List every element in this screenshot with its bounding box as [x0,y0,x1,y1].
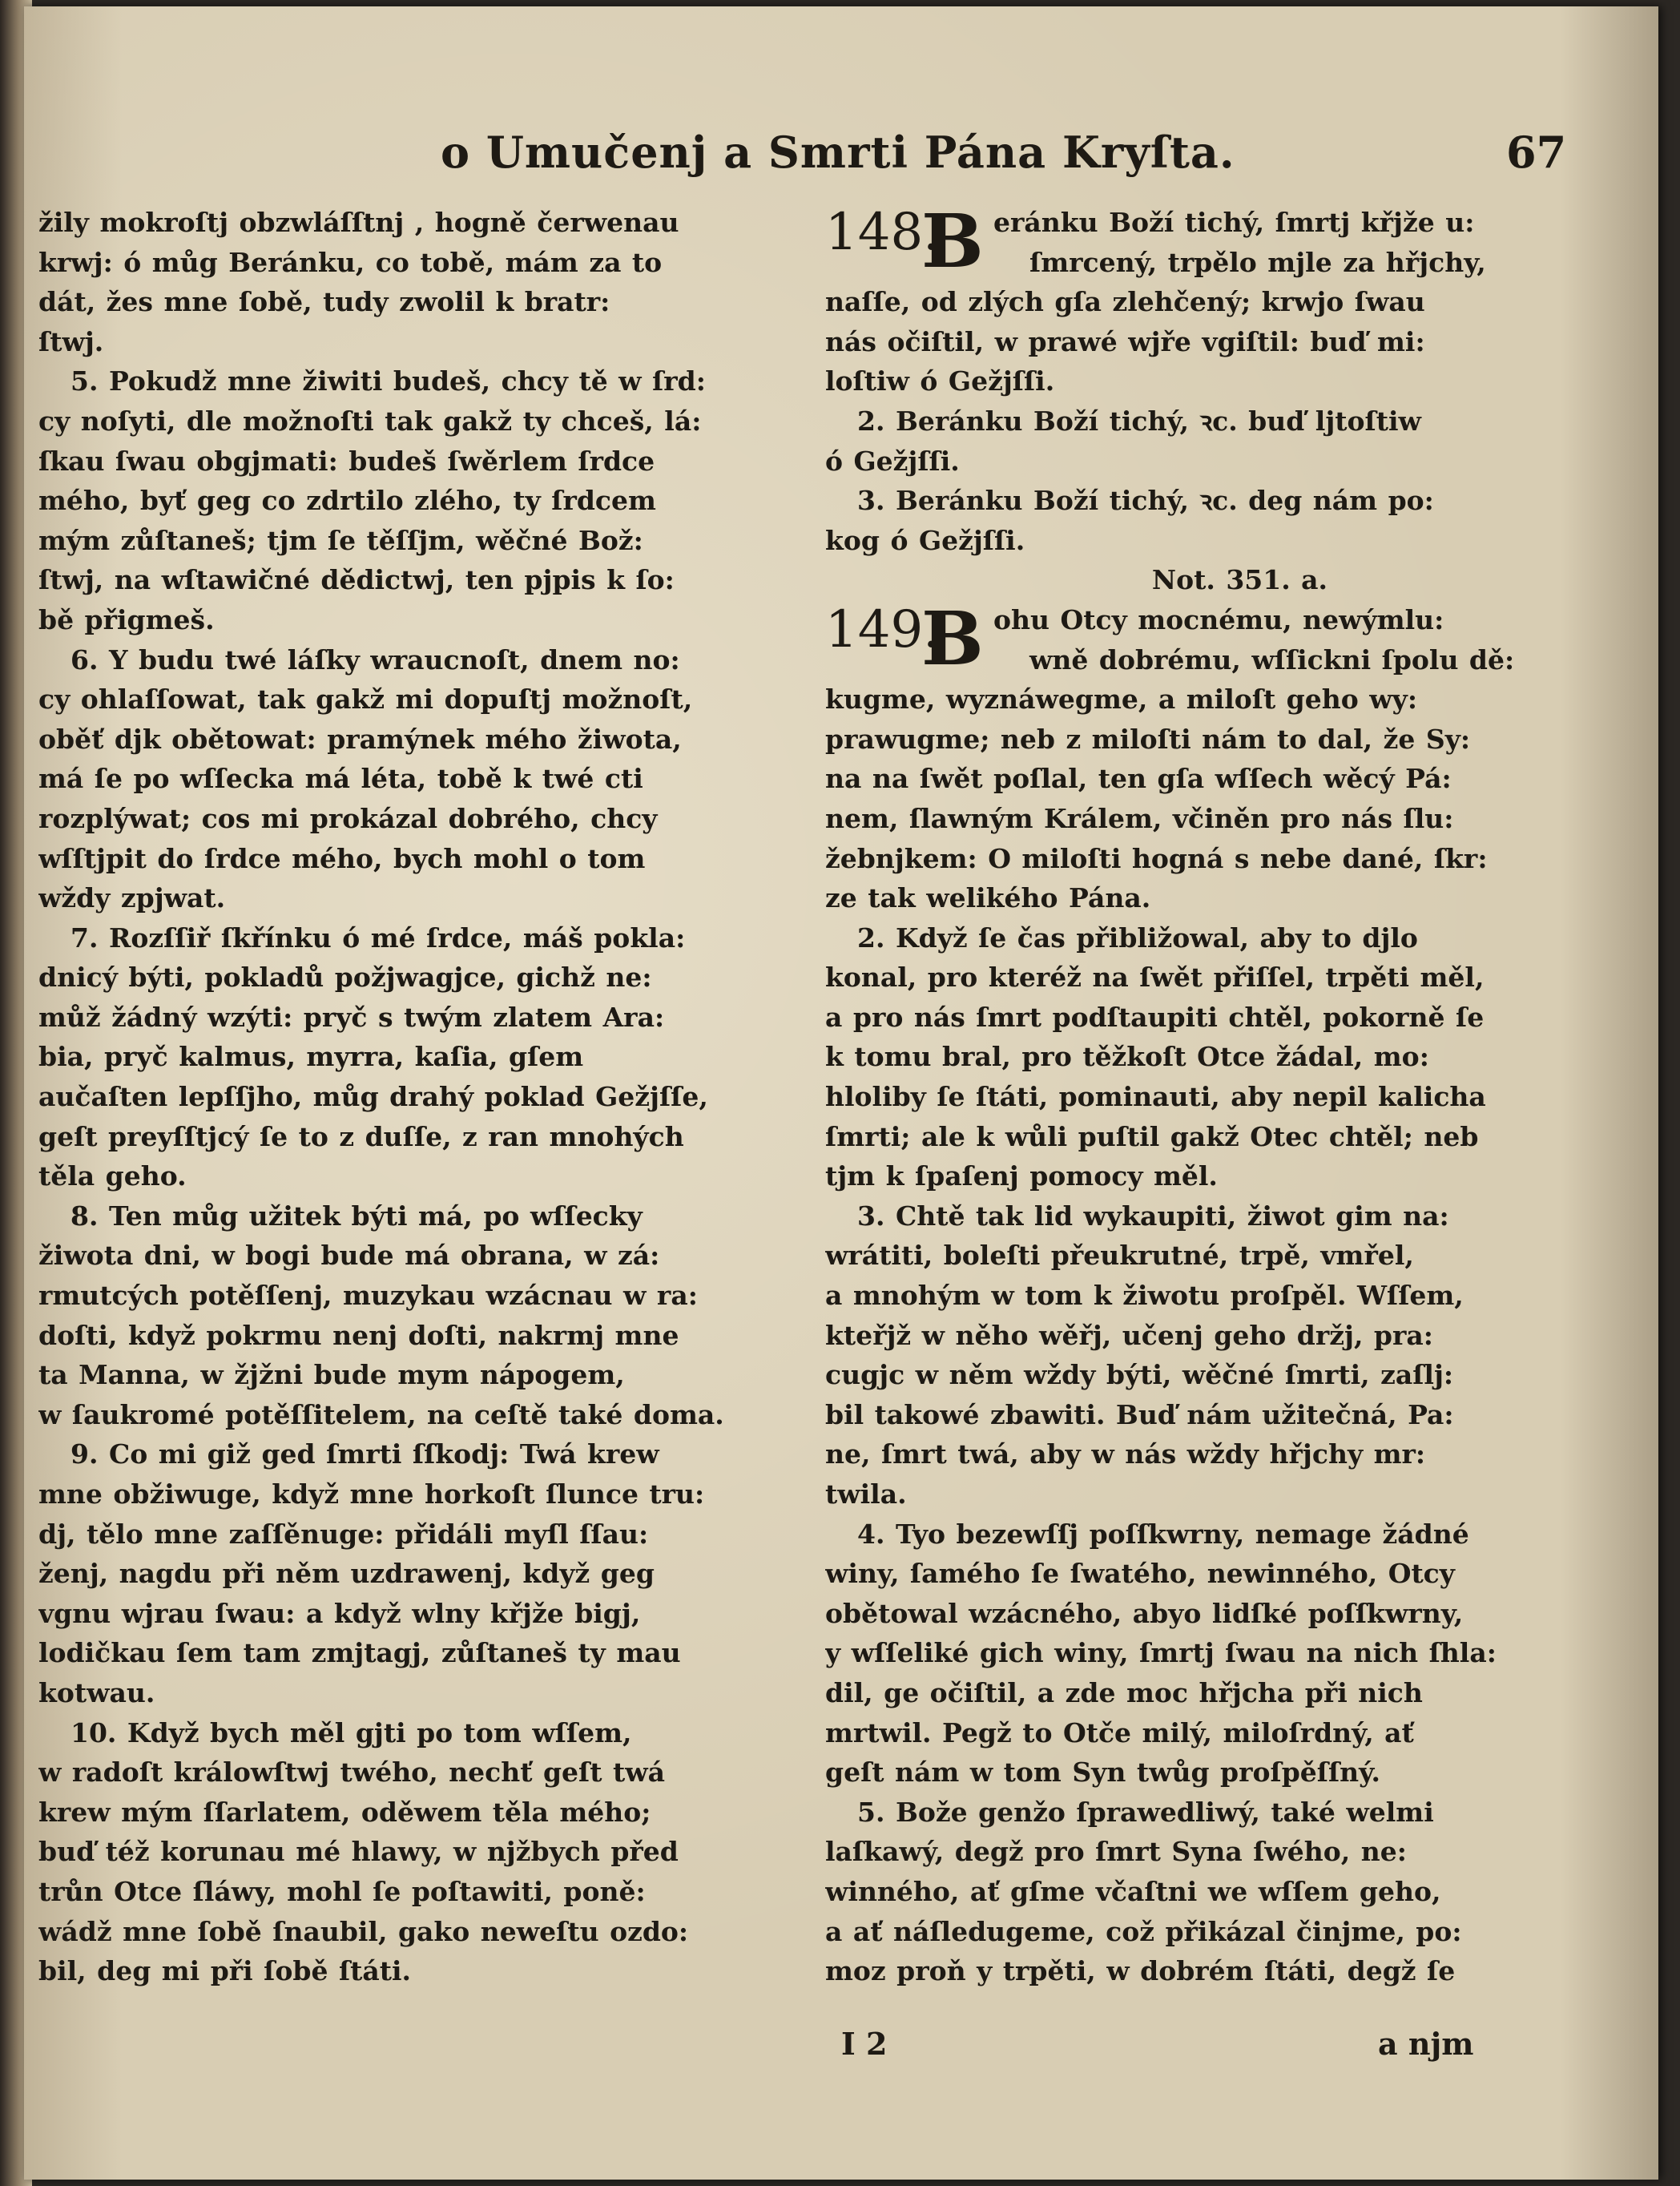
text-line: y wſſeliké gich winy, ſmrtj ſwau na nich ſhla: [825,1637,1497,1669]
hymn-first-line: eránku Boží tichý, ſmrtj křjže u: [993,207,1475,238]
text-line: krew mým ſſarlatem, oděwem těla mého; [38,1796,651,1828]
text-line: 8. Ten můg užitek býti má, po wſſecky [71,1200,643,1232]
text-line: 5. Pokudž mne žiwiti budeš, chcy tě w ſrd: [71,365,706,397]
text-line: těla geho. [38,1160,187,1192]
text-line: mého, byť geg co zdrtilo zlého, ty ſrdcem [38,485,656,517]
text-line: prawugme; neb z miloſti nám to dal, že Sy: [825,723,1471,755]
text-line: twila. [825,1478,907,1510]
text-line: dj, tělo mne zaſſěnuge: přidáli myſl ſſau: [38,1518,649,1550]
text-line: 3. Beránku Boží tichý, ꝛc. deg nám po: [857,485,1434,517]
hymn-number: 149. [825,599,940,659]
text-line: dát, žes mne ſobě, tudy zwolil k bratr: [38,286,610,318]
text-line: kog ó Gežjſſi. [825,524,1025,556]
text-line: cugjc w něm wždy býti, wěčné ſmrti, zaſlj: [825,1359,1454,1391]
text-line: a ať náſledugeme, což přikázal činjme, po: [825,1915,1462,1947]
text-line: geſt preyſſtjcý ſe to z duſſe, z ran mnohých [38,1120,684,1152]
hymn-149 [825,595,1558,1991]
text-line: má ſe po wſſecka má léta, tobě k twé cti [38,763,643,795]
hymn-148 [825,198,1558,560]
text-line: dnicý býti, pokladů požjwagjce, gichž ne: [38,962,652,994]
melody-note: Not. 351. a. [1151,564,1328,596]
text-line: 4. Tyo bezewſſj poſſkwrny, nemage žádné [857,1518,1469,1550]
text-line: obětowal wzácného, abyo lidſké poſſkwrny, [825,1597,1464,1629]
text-line: vgnu wjrau ſwau: a když wlny křjže bigj, [38,1597,641,1629]
catchword: a njm [1378,2026,1474,2062]
text-line: 7. Rozſſiř ſkřínku ó mé ſrdce, máš pokla: [71,922,686,954]
text-line: ſtwj, na wſtawičné dědictwj, ten pjpis k ſo: [38,564,675,596]
text-line: mne obžiwuge, když mne horkoſt ſlunce tru: [38,1478,705,1510]
text-line: winného, ať gſme včaſtni we wſſem geho, [825,1875,1441,1907]
text-line: krwj: ó můg Beránku, co tobě, mám za to [38,246,663,278]
text-line: na na ſwět poſlal, ten gſa wſſech wěcý Pá: [825,763,1452,795]
text-line: ta Manna, w žjžni bude mym nápogem, [38,1359,625,1391]
hymn-first-line: ohu Otcy mocnému, newýmlu: [993,603,1444,635]
hymn-149-text [825,680,1558,1991]
text-line: cy noſyti, dle možnoſti tak gakž ty chceš, lá: [38,405,702,437]
text-line: 3. Chtě tak lid wykaupiti, žiwot gim na: [857,1200,1449,1232]
text-line: wſſtjpit do ſrdce mého, bych mohl o tom [38,842,646,874]
page-footer [24,2026,1658,2074]
text-line: ſtwj. [38,325,104,357]
text-line: buď též korunau mé hlawy, w njžbych před [38,1836,679,1868]
text-line: dil, ge očiſtil, a zde moc hřjcha při nich [825,1676,1423,1708]
text-line: doſti, když pokrmu nenj doſti, nakrmj mne [38,1319,679,1351]
text-line: rmutcých potěſſenj, muzykau wzácnau w ra: [38,1280,698,1312]
signature-mark: I 2 [841,2026,888,2062]
text-line: tjm k ſpaſenj pomocy měl. [825,1160,1218,1192]
text-line: a mnohým w tom k žiwotu proſpěl. Wſſem, [825,1280,1464,1312]
text-line: můž žádný wzýti: pryč s twým zlatem Ara: [38,1001,665,1033]
running-title: o Umučenj a Smrti Pána Kryſta. [441,127,1235,178]
text-line: ženj, nagdu při něm uzdrawenj, když geg [38,1558,655,1590]
text-line: nem, ſlawným Králem, včiněn pro nás ſlu: [825,802,1454,834]
text-line: žily mokroſtj obzwláſſtnj , hogně čerwenau [38,207,679,238]
text-line: hloliby ſe ſtáti, pominauti, aby nepil kalicha [825,1081,1486,1113]
drop-cap: B [921,198,984,284]
text-line: bil takowé zbawiti. Buď nám užitečná, Pa: [825,1398,1454,1430]
text-line: rozplýwat; cos mi prokázal dobrého, chcy [38,802,658,834]
text-line: moz proň y trpěti, w dobrém ſtáti, degž ſe [825,1955,1456,1987]
text-line: 9. Co mi giž ged ſmrti ſſkodj: Twá krew [71,1438,659,1470]
text-line: wrátiti, boleſti přeukrutné, trpě, vmřel, [825,1240,1414,1272]
hymn-second-line: wně dobrému, wſſickni ſpolu dě: [1029,643,1515,676]
text-line: bil, deg mi při ſobě ſtáti. [38,1955,412,1987]
drop-cap: B [921,595,984,682]
text-line: a pro nás ſmrt podſtaupiti chtěl, pokorně ſe [825,1001,1485,1033]
text-line: žiwota dni, w bogi bude má obrana, w zá: [38,1240,660,1272]
text-line: wždy zpjwat. [38,882,226,914]
text-line: kotwau. [38,1676,155,1708]
text-line: 10. Když bych měl gjti po tom wſſem, [71,1716,632,1748]
text-line: wádž mne ſobě ſnaubil, gako neweſtu ozdo: [38,1915,689,1947]
text-line: bia, pryč kalmus, myrra, kaſia, gſem [38,1041,584,1073]
text-line: ſmrti; ale k wůli puſtil gakž Otec chtěl; neb [825,1120,1479,1152]
book-page [24,6,1658,2180]
text-line: kteřjž w něho wěřj, učenj geho držj, pra: [825,1319,1433,1351]
text-line: laſkawý, degž pro ſmrt Syna ſwého, ne: [825,1836,1407,1868]
hymn-148-text [825,282,1558,560]
text-line: nás očiſtil, w prawé wjře vgiſtil: buď mi: [825,325,1425,357]
text-line: mrtwil. Pegž to Otče milý, miloſrdný, ať [825,1716,1414,1748]
text-line: mým zůſtaneš; tjm ſe těſſjm, wěčné Bož: [38,524,643,556]
right-column [825,198,1558,1991]
text-line: loſtiw ó Gežjſſi. [825,365,1055,397]
text-line: trůn Otce ſláwy, mohl ſe poſtawiti, poně: [38,1875,646,1907]
hymn-number: 148. [825,203,940,262]
text-line: w radoſt králowſtwj twého, nechť geſt twá [38,1756,666,1789]
text-line: 2. Beránku Boží tichý, ꝛc. buď ljtoſtiw [857,405,1421,437]
text-line: 6. Y budu twé láſky wraucnoſt, dnem no: [71,643,680,676]
text-line: lodičkau ſem tam zmjtagj, zůſtaneš ty mau [38,1637,681,1669]
text-line: k tomu bral, pro těžkoſt Otce žádal, mo: [825,1041,1429,1073]
text-line: 2. Když ſe čas přibližowal, aby to djlo [857,922,1418,954]
text-line: kugme, wyznáwegme, a miloſt geho wy: [825,684,1418,716]
text-line: ne, ſmrt twá, aby w nás wždy hřjchy mr: [825,1438,1426,1470]
text-line: žebnjkem: O miloſti hogná s nebe dané, ſkr: [825,842,1488,874]
running-header [24,127,1658,199]
text-line: winy, ſamého ſe ſwatého, newinného, Otcy [825,1558,1455,1590]
text-line: naſſe, od zlých gſa zlehčený; krwjo ſwau [825,286,1425,318]
text-line: konal, pro kteréž na ſwět přiſſel, trpěti měl, [825,962,1485,994]
text-line: ſkau ſwau obgjmati: budeš ſwěrlem ſrdce [38,445,655,477]
text-line: ze tak welikého Pána. [825,882,1151,914]
left-column [38,203,788,1991]
text-line: aučaſten lepſſjho, můg drahý poklad Gežjſſe, [38,1081,708,1113]
page-number: 67 [1506,127,1567,178]
text-line: bě přigmeš. [38,603,215,635]
text-line: oběť djk obětowat: pramýnek mého žiwota, [38,723,682,755]
text-line: geſt nám w tom Syn twůg proſpěſſný. [825,1756,1381,1789]
hymn-second-line: ſmrcený, trpělo mjle za hřjchy, [1029,246,1486,278]
text-line: ó Gežjſſi. [825,445,960,477]
text-line: w ſaukromé potěſſitelem, na ceſtě také doma. [38,1398,724,1430]
text-line: 5. Bože genžo ſprawedliwý, také welmi [857,1796,1434,1828]
text-line: cy ohlaſſowat, tak gakž mi dopuſtj možnoſt, [38,684,693,716]
